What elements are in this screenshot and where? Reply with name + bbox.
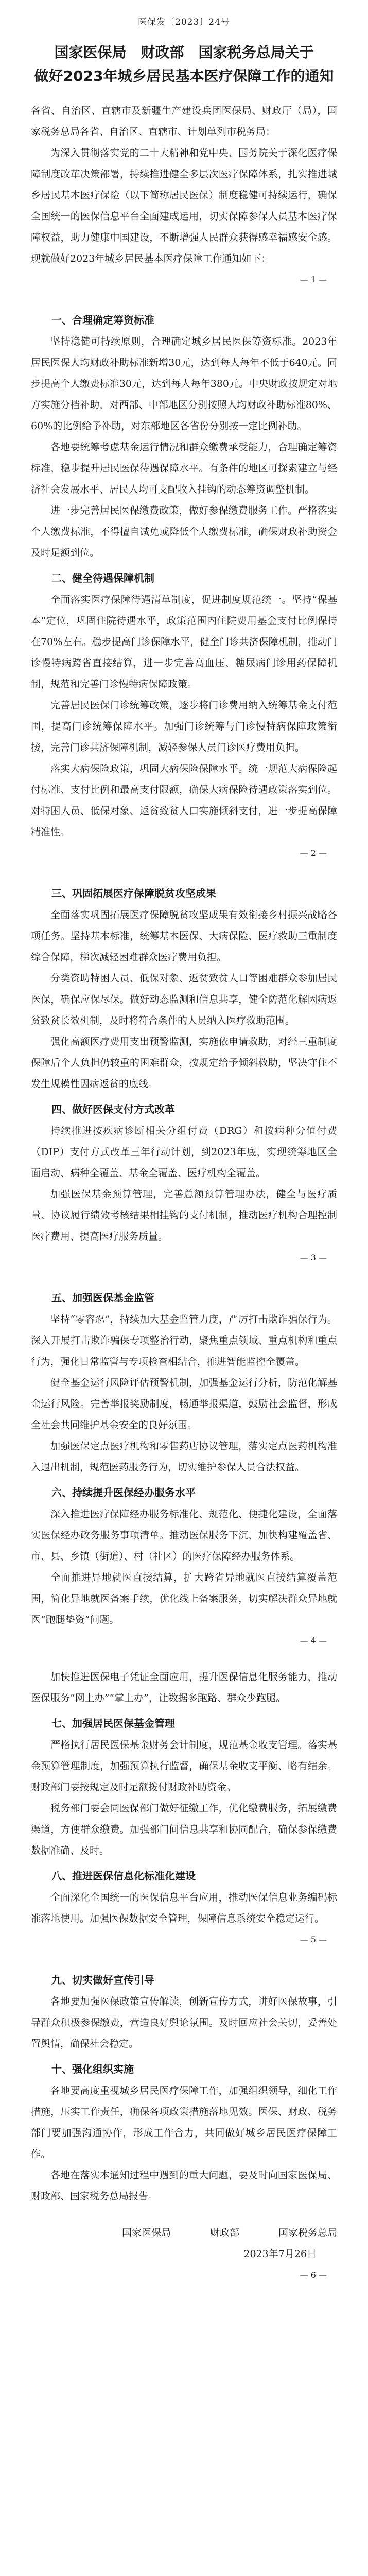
section-heading-3: 三、巩固拓展医疗保障脱贫攻坚成果 (51, 887, 216, 900)
title-line-1: 国家医保局 财政部 国家税务总局关于 (54, 44, 314, 61)
section-heading-6: 六、持续提升医保经办服务水平 (51, 1486, 196, 1499)
section-heading-10: 十、强化组织实施 (51, 2063, 134, 2075)
section-heading-5: 五、加强医保基金监管 (51, 1292, 154, 1304)
paragraph: 全面推进异地就医直接结算，扩大跨省异地就医直接结算覆盖范围，简化异地就医备案手续，优化线上备案服务，切实解决群众异地就医“跑腿垫资”问题。 (31, 1572, 337, 1625)
page-number: — 6 — (300, 2270, 327, 2280)
paragraph: 持续推进按疾病诊断相关分组付费（DRG）和按病种分值付费（DIP）支付方式改革三年行动计划，到2023年底，实现统筹地区全面启动、病种全覆盖、基金全覆盖、医疗机构全覆盖。 (31, 1125, 337, 1179)
addressee: 各省、自治区、直辖市及新疆生产建设兵团医保局、财政厅（局），国家税务总局各省、自治区、直辖市、计划单列市税务局： (31, 105, 337, 138)
page-number: — 2 — (300, 848, 327, 858)
paragraph: 全面落实巩固拓展医疗保障脱贫攻坚成果有效衔接乡村振兴战略各项任务。坚持基本标准，统筹基本医保、大病保险、医疗救助三重制度综合保障，梯次减轻困难群众医疗费用负担。 (31, 909, 337, 963)
page-number: — 1 — (300, 275, 327, 284)
paragraph: 进一步完善居民医保缴费政策，做好参保缴费服务工作。严格落实个人缴费标准，不得擅自减免或降低个人缴费标准，确保财政补助资金及时足额到位。 (31, 505, 337, 558)
paragraph: 完善居民医保门诊统筹政策，逐步将门诊费用纳入统筹基金支付范围，提高门诊统筹保障水平。加强门诊统筹与门诊慢特病保障政策衔接，完善门诊共济保障机制，减轻参保人员门诊医疗费用负担。 (31, 700, 337, 753)
page-number: — 4 — (300, 1636, 327, 1646)
section-heading-2: 二、健全待遇保障机制 (51, 572, 154, 584)
paragraph: 加强医保定点医疗机构和零售药店协议管理，落实定点医药机构准入退出机制，规范医药服务行为，切实维护参保人员合法权益。 (31, 1440, 337, 1473)
paragraph: 各地在落实本通知过程中遇到的重大问题，要及时向国家医保局、财政部、国家税务总局报告。 (31, 2170, 337, 2202)
intro-paragraph: 为深入贯彻落实党的二十大精神和党中央、国务院关于深化医疗保障制度改革决策部署，持续推进健全多层次医疗保障体系，扎实推进城乡居民基本医疗保险（以下简称居民医保）制度稳健可持续运行，确保全国统一的医保信息平台全面建成运用，切实保障参保人员基本医疗保障权益，助力健康中国建设，不断增强人民群众获得感幸福感安全感。现就做好2023年城乡居民基本医疗保障工作通知如下： (31, 147, 337, 264)
section-heading-7: 七、加强居民医保基金管理 (51, 1717, 175, 1730)
paragraph: 税务部门要会同医保部门做好征缴工作，优化缴费服务，拓展缴费渠道，方便群众缴费。加强部门间信息共享和协同配合，确保参保缴费数据准确、及时。 (31, 1803, 337, 1856)
page-number: — 3 — (300, 1252, 327, 1262)
signatories: 国家医保局 财政部 国家税务总局 (121, 2227, 337, 2239)
page-number: — 5 — (300, 1935, 327, 1944)
issue-date: 2023年7月26日 (243, 2248, 317, 2260)
document-title (31, 41, 337, 88)
paragraph: 落实大病保险政策，巩固大病保险保障水平。统一规范大病保险起付标准、支付比例和最高支付限额，确保大病保险待遇政策落实到位。对特困人员、低保对象、返贫致贫人口实施倾斜支付，进一步提高保障精准性。 (31, 763, 337, 838)
paragraph: 各地要统筹考虑基金运行情况和群众缴费承受能力，合理确定筹资标准，稳步提升居民医保待遇保障水平。有条件的地区可探索建立与经济社会发展水平、居民人均可支配收入挂钩的动态筹资调整机制。 (31, 442, 337, 495)
section-heading-1: 一、合理确定筹资标准 (51, 314, 154, 326)
paragraph: 各地要高度重视城乡居民医疗保障工作，加强组织领导，细化工作措施，压实工作责任，确保各项政策措施落地见效。医保、财政、税务部门要加强沟通协作，形成工作合力，共同做好城乡居民医疗保障工作。 (31, 2085, 337, 2160)
paragraph: 坚持“零容忍”，持续加大基金监管力度，严厉打击欺诈骗保行为。深入开展打击欺诈骗保专项整治行动，聚焦重点领域、重点机构和重点行为，强化日常监管与专项检查相结合，推进智能监控全覆盖。 (31, 1314, 337, 1367)
document-number: 医保发〔2023〕24号 (138, 17, 230, 27)
section-heading-4: 四、做好医保支付方式改革 (51, 1103, 175, 1115)
paragraph: 坚持稳健可持续原则，合理确定城乡居民医保筹资标准。2023年居民医保人均财政补助标准新增30元，达到每人每年不低于640元。同步提高个人缴费标准30元，达到每人每年380元。中央财政按规定对地方实施分档补助，对西部、中部地区分别按照人均财政补助标准80%、60%的比例给予补助，对东部地区各省份分别按一定比例补助。 (31, 336, 337, 432)
section-heading-9: 九、切实做好宣传引导 (51, 1974, 154, 1986)
paragraph: 健全基金运行风险评估预警机制，加强基金运行分析，防范化解基金运行风险。完善举报奖励制度，畅通举报渠道，鼓励社会监督，形成全社会共同维护基金安全的良好氛围。 (31, 1377, 337, 1431)
paragraph: 全面深化全国统一的医保信息平台应用，推动医保信息业务编码标准落地使用。加强医保数据安全管理，保障信息系统安全稳定运行。 (31, 1892, 337, 1924)
paragraph: 强化高额医疗费用支出预警监测，实施依申请救助，对经三重制度保障后个人负担仍较重的困难群众，按规定给予倾斜救助，坚决守住不发生规模性因病返贫的底线。 (31, 1036, 337, 1090)
paragraph: 深入推进医疗保障经办服务标准化、规范化、便捷化建设，全面落实医保经办政务服务事项清单。推动医保服务下沉，加快构建覆盖省、市、县、乡镇（街道）、村（社区）的医疗保障经办服务体系。 (31, 1509, 337, 1562)
title-line-2: 做好2023年城乡居民基本医疗保障工作的通知 (34, 67, 334, 84)
paragraph: 各地要加强医保政策宣传解读，创新宣传方式，讲好医保故事，引导群众积极参保缴费，营造良好舆论氛围。及时回应社会关切，妥善处置舆情，确保社会稳定。 (31, 1996, 337, 2049)
paragraph: 全面落实医疗保障待遇清单制度，促进制度规范统一。坚持“保基本”定位，巩固住院待遇水平，政策范围内住院费用基金支付比例保持在70%左右。稳步提高门诊保障水平，健全门诊共济保障机制，推动门诊慢特病跨省直接结算，进一步完善高血压、糖尿病门诊用药保障机制，规范和完善门诊慢特病保障政策。 (31, 594, 337, 690)
paragraph: 加强医保基金预算管理，完善总额预算管理办法，健全与医疗质量、协议履行绩效考核结果相挂钩的支付机制，推动医疗机构合理控制医疗费用、提高医疗服务质量。 (31, 1189, 337, 1242)
section-heading-8: 八、推进医保信息化标准化建设 (51, 1870, 196, 1882)
paragraph: 加快推进医保电子凭证全面应用，提升医保信息化服务能力，推动医保服务“网上办”“掌上办”，让数据多跑路、群众少跑腿。 (31, 1671, 337, 1704)
paragraph: 分类资助特困人员、低保对象、返贫致贫人口等困难群众参加居民医保，确保应保尽保。做好动态监测和信息共享，健全防范化解因病返贫致贫长效机制，及时将符合条件的人员纳入医疗救助范围。 (31, 973, 337, 1026)
paragraph: 严格执行居民医保基金财务会计制度，规范基金收支管理。落实基金预算管理制度，加强预算执行监督，确保基金收支平衡、略有结余。财政部门要按规定及时足额拨付财政补助资金。 (31, 1739, 337, 1793)
